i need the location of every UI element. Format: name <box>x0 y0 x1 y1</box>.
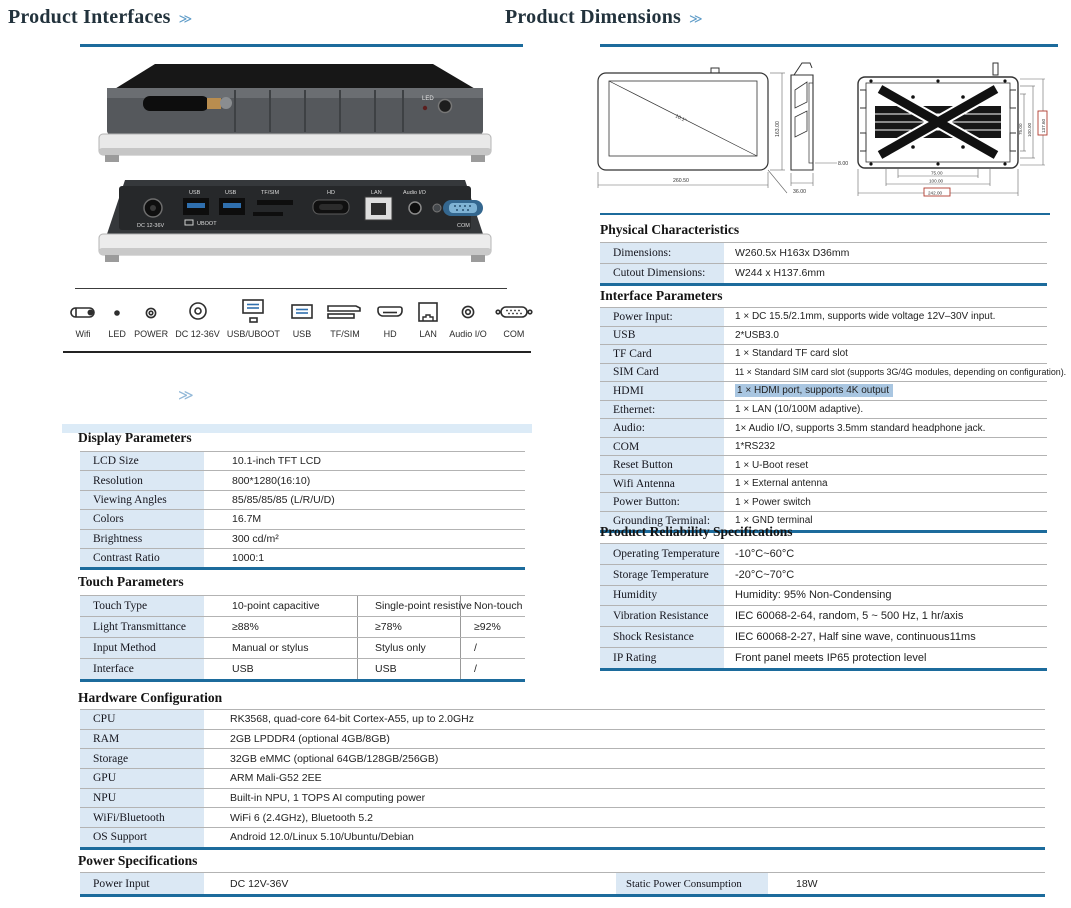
spec-label: CPU <box>80 710 204 729</box>
legend-divider <box>63 351 531 353</box>
spec-label: HDMI <box>600 382 724 400</box>
spec-value: Non-touch <box>460 596 525 616</box>
chevron-right-icon: ≫ <box>178 11 193 26</box>
spec-row <box>80 637 525 658</box>
table-title-interface: Interface Parameters <box>600 288 723 303</box>
spec-row <box>80 827 1045 847</box>
spec-value: 1*RS232 <box>735 441 776 453</box>
spec-value: Manual or stylus <box>232 642 309 654</box>
led-label: LED <box>422 96 434 102</box>
section-title-interfaces <box>8 6 192 29</box>
spec-row <box>80 548 525 567</box>
spec-row <box>600 543 1047 564</box>
spec-row <box>600 437 1047 456</box>
port-legend <box>66 298 534 339</box>
wifi-antenna-icon <box>66 300 100 326</box>
spec-row <box>80 470 525 489</box>
spec-row <box>80 595 525 616</box>
audio-jack <box>409 202 421 214</box>
spec-value: Built-in NPU, 1 TOPS AI computing power <box>230 792 426 805</box>
spec-value: 11 × Standard SIM card slot (supports 3G/4G modules, depending on configuration). <box>735 367 1067 378</box>
spec-value: ≥78% <box>357 617 460 637</box>
spec-value: 18W <box>796 877 818 890</box>
spec-row <box>600 400 1047 419</box>
spec-row <box>600 647 1047 668</box>
cutout-height-dim: 137.60 <box>1041 118 1046 133</box>
spec-label: Wifi Antenna <box>600 475 724 493</box>
dimension-drawing <box>595 55 1065 215</box>
spec-row <box>600 242 1047 263</box>
spec-row <box>80 658 525 679</box>
hdmi-icon <box>373 300 407 326</box>
legend-item: USB/UBOOT <box>227 298 280 339</box>
spec-label: Power Button: <box>600 493 724 511</box>
spec-value: 1 × Standard TF card slot <box>735 348 848 360</box>
dc-label: DC 12-36V <box>137 223 165 229</box>
spec-label: Ethernet: <box>600 401 724 419</box>
spec-label: IP Rating <box>600 648 724 668</box>
svg-text:UBOOT: UBOOT <box>197 221 217 227</box>
side-view-drawing <box>791 63 813 170</box>
svg-text:HD: HD <box>327 190 335 196</box>
table-title-reliability: Product Reliability Specifications <box>600 524 793 539</box>
usb-uboot-icon <box>236 298 270 326</box>
svg-text:COM: COM <box>457 223 470 229</box>
spec-row <box>600 492 1047 511</box>
dc-jack-icon <box>183 298 213 326</box>
spec-label: LCD Size <box>80 452 204 470</box>
spec-label: Storage Temperature <box>600 565 724 585</box>
highlighted-text: 1 × HDMI port, supports 4K output <box>735 384 893 397</box>
spec-label: Power Input: <box>600 308 724 326</box>
spec-value: 16.7M <box>232 513 262 526</box>
spec-value: 800*1280(16:10) <box>232 474 311 487</box>
legend-item: USB <box>287 300 317 339</box>
side-bezel-dim: 8.00 <box>838 161 849 167</box>
spec-value: 300 cd/m² <box>232 532 279 545</box>
legend-item: LAN <box>414 300 442 339</box>
spec-row <box>80 490 525 509</box>
front-height-dim: 163.00 <box>775 121 781 137</box>
divider-blue-right <box>600 44 1058 47</box>
antenna-connector <box>207 98 221 109</box>
legend-item: LED <box>107 300 127 339</box>
spec-label: SIM Card <box>600 364 724 382</box>
spec-value: USB <box>232 663 254 675</box>
spec-value: 10-point capacitive <box>232 600 320 612</box>
cutout-width-dim: 242.00 <box>928 190 943 196</box>
spec-label: TF Card <box>600 345 724 363</box>
spec-value: ARM Mali-G52 2EE <box>230 772 322 785</box>
legend-item: TF/SIM <box>324 300 366 339</box>
photo-divider <box>75 288 507 289</box>
spec-value: 10.1-inch TFT LCD <box>232 455 321 468</box>
spec-value: 1 × GND terminal <box>735 515 813 527</box>
svg-text:75.00: 75.00 <box>1018 123 1023 135</box>
spec-label: Light Transmittance <box>80 617 204 637</box>
tf-sim-icon <box>324 300 366 326</box>
spec-label: Colors <box>80 510 204 528</box>
section-title-dimensions <box>505 6 703 29</box>
spec-row <box>600 626 1047 647</box>
spec-value: W260.5x H163x D36mm <box>735 246 850 259</box>
spec-row <box>600 363 1067 382</box>
power-specifications-table <box>80 872 1045 897</box>
spec-label: Input Method <box>80 638 204 658</box>
spec-row <box>80 807 1045 827</box>
svg-text:Audio I/O: Audio I/O <box>403 190 426 196</box>
power-icon <box>138 300 164 326</box>
spec-row <box>600 307 1047 326</box>
spec-label: Contrast Ratio <box>80 549 204 567</box>
spec-value: -20°C~70°C <box>735 568 795 581</box>
spec-value: Static Power Consumption <box>616 873 768 894</box>
spec-label: Viewing Angles <box>80 491 204 509</box>
spec-label: NPU <box>80 789 204 808</box>
spec-row <box>600 381 1047 400</box>
spec-label: Power Input <box>80 873 204 894</box>
spec-value: Stylus only <box>357 638 460 658</box>
hardware-configuration-table <box>80 709 1045 850</box>
touch-parameters-table <box>80 595 525 682</box>
spec-row <box>600 263 1047 284</box>
spec-row <box>80 748 1045 768</box>
spec-row <box>80 709 1045 729</box>
reliability-specifications-table <box>600 543 1047 671</box>
physical-characteristics-table <box>600 242 1047 286</box>
spec-value: 85/85/85/85 (L/R/U/D) <box>232 493 335 506</box>
spec-value: 1000:1 <box>232 552 265 565</box>
wifi-antenna <box>143 96 209 111</box>
table-title-physical: Physical Characteristics <box>600 222 740 237</box>
usb-icon <box>287 300 317 326</box>
spec-value: Single-point resistive <box>357 596 460 616</box>
legend-item: POWER <box>134 300 168 339</box>
spec-value: 1× Audio I/O, supports 3.5mm standard headphone jack. <box>735 422 986 434</box>
device-photo-bottom <box>85 172 505 289</box>
svg-text:LAN: LAN <box>371 190 382 196</box>
spec-label: Audio: <box>600 419 724 437</box>
device-photo-top <box>85 58 505 175</box>
spec-value: / <box>460 638 525 658</box>
front-width-dim: 260.50 <box>673 178 689 184</box>
spec-value: 1 × DC 15.5/2.1mm, supports wide voltage 12V–30V input. <box>735 311 996 323</box>
legend-item: DC 12-36V <box>175 298 220 339</box>
spec-label: Touch Type <box>80 596 204 616</box>
led-indicator <box>423 106 427 110</box>
spec-value: W244 x H137.6mm <box>735 267 825 280</box>
led-icon <box>107 300 127 326</box>
spec-row <box>600 344 1047 363</box>
section-title-text: Product Interfaces <box>8 6 171 28</box>
spec-label: Interface <box>80 659 204 679</box>
table-title-hardware: Hardware Configuration <box>78 690 223 705</box>
power-button <box>439 100 452 113</box>
tf-sim-slot <box>257 200 293 205</box>
drawing-divider <box>600 213 1050 215</box>
table-title-display: Display Parameters <box>78 430 192 445</box>
spec-label: OS Support <box>80 828 204 847</box>
spec-value: 2*USB3.0 <box>735 329 779 341</box>
spec-label: RAM <box>80 730 204 749</box>
display-parameters-table <box>80 451 525 570</box>
spec-value: DC 12V-36V <box>230 877 289 890</box>
spec-row <box>80 509 525 528</box>
spec-value: / <box>460 659 525 679</box>
spec-row <box>600 605 1047 626</box>
spec-label: USB <box>600 327 724 345</box>
spec-label: Reset Button <box>600 456 724 474</box>
spec-label: GPU <box>80 769 204 788</box>
spec-label: Resolution <box>80 471 204 489</box>
spec-value <box>724 382 1047 400</box>
spec-value: 1 × LAN (10/100M adaptive). <box>735 404 864 415</box>
divider-blue-left <box>80 44 523 47</box>
spec-row <box>600 418 1047 437</box>
spec-value: -10°C~60°C <box>735 547 795 560</box>
device-top-shell <box>113 64 477 90</box>
diagonal-dim: 10.1'' <box>674 113 688 125</box>
legend-item: HD <box>373 300 407 339</box>
svg-text:USB: USB <box>225 190 237 196</box>
svg-text:100.00: 100.00 <box>929 178 944 184</box>
back-view-drawing <box>858 63 1018 168</box>
spec-label: Vibration Resistance <box>600 606 724 626</box>
svg-text:100.00: 100.00 <box>1027 122 1032 137</box>
spec-value: RK3568, quad-core 64-bit Cortex-A55, up to 2.0GHz <box>230 713 474 726</box>
spec-row <box>600 326 1047 345</box>
spec-value: 2GB LPDDR4 (optional 4GB/8GB) <box>230 733 390 746</box>
spec-value: USB <box>357 659 460 679</box>
spec-row <box>80 616 525 637</box>
spec-label: Shock Resistance <box>600 627 724 647</box>
spec-row <box>80 788 1045 808</box>
spec-row <box>80 451 525 470</box>
spec-row <box>600 564 1047 585</box>
legend-item: COM <box>494 300 534 339</box>
spec-value: Front panel meets IP65 protection level <box>735 651 927 664</box>
spec-row <box>80 768 1045 788</box>
svg-text:75.00: 75.00 <box>931 170 943 176</box>
spec-value: Android 12.0/Linux 5.10/Ubuntu/Debian <box>230 831 414 844</box>
com-port-icon <box>494 300 534 326</box>
interface-parameters-table <box>600 307 1067 533</box>
spec-value: 1 × External antenna <box>735 478 828 490</box>
spec-value: ≥88% <box>232 621 259 633</box>
lan-icon <box>414 300 442 326</box>
table-title-touch: Touch Parameters <box>78 574 184 589</box>
spec-value: WiFi 6 (2.4GHz), Bluetooth 5.2 <box>230 811 373 824</box>
spec-value: Humidity: 95% Non-Condensing <box>735 589 892 602</box>
spec-label: Operating Temperature <box>600 544 724 564</box>
chevron-right-icon: ≫ <box>689 11 703 26</box>
side-depth-dim: 36.00 <box>793 189 806 195</box>
spec-row <box>80 729 1045 749</box>
spec-label: COM <box>600 438 724 456</box>
spec-value: IEC 60068-2-64, random, 5 ~ 500 Hz, 1 hr/axis <box>735 610 964 623</box>
spec-value: ≥92% <box>460 617 525 637</box>
spec-label: Humidity <box>600 586 724 606</box>
audio-jack-icon <box>455 300 481 326</box>
spec-value: 1 × U-Boot reset <box>735 459 809 471</box>
spec-row <box>600 474 1047 493</box>
spec-row <box>80 529 525 548</box>
chevron-right-icon: ≫ <box>178 388 194 404</box>
legend-item: Wifi <box>66 300 100 339</box>
spec-label: Grounding Terminal: <box>600 512 724 530</box>
spec-value: IEC 60068-2-27, Half sine wave, continuous11ms <box>735 631 976 644</box>
spec-label: Dimensions: <box>600 243 724 263</box>
svg-text:USB: USB <box>189 190 201 196</box>
spec-label: WiFi/Bluetooth <box>80 808 204 827</box>
section-title-text: Product Dimensions <box>505 6 682 28</box>
table-title-power: Power Specifications <box>78 853 198 868</box>
legend-item: Audio I/O <box>449 300 487 339</box>
spec-row <box>80 872 1045 894</box>
spec-label: Cutout Dimensions: <box>600 264 724 284</box>
spec-label: Brightness <box>80 530 204 548</box>
spec-value: 32GB eMMC (optional 64GB/128GB/256GB) <box>230 752 439 765</box>
spec-row <box>600 455 1047 474</box>
svg-text:TF/SIM: TF/SIM <box>261 190 280 196</box>
spec-row <box>600 585 1047 606</box>
spec-value: 1 × Power switch <box>735 496 811 508</box>
spec-label: Storage <box>80 749 204 768</box>
